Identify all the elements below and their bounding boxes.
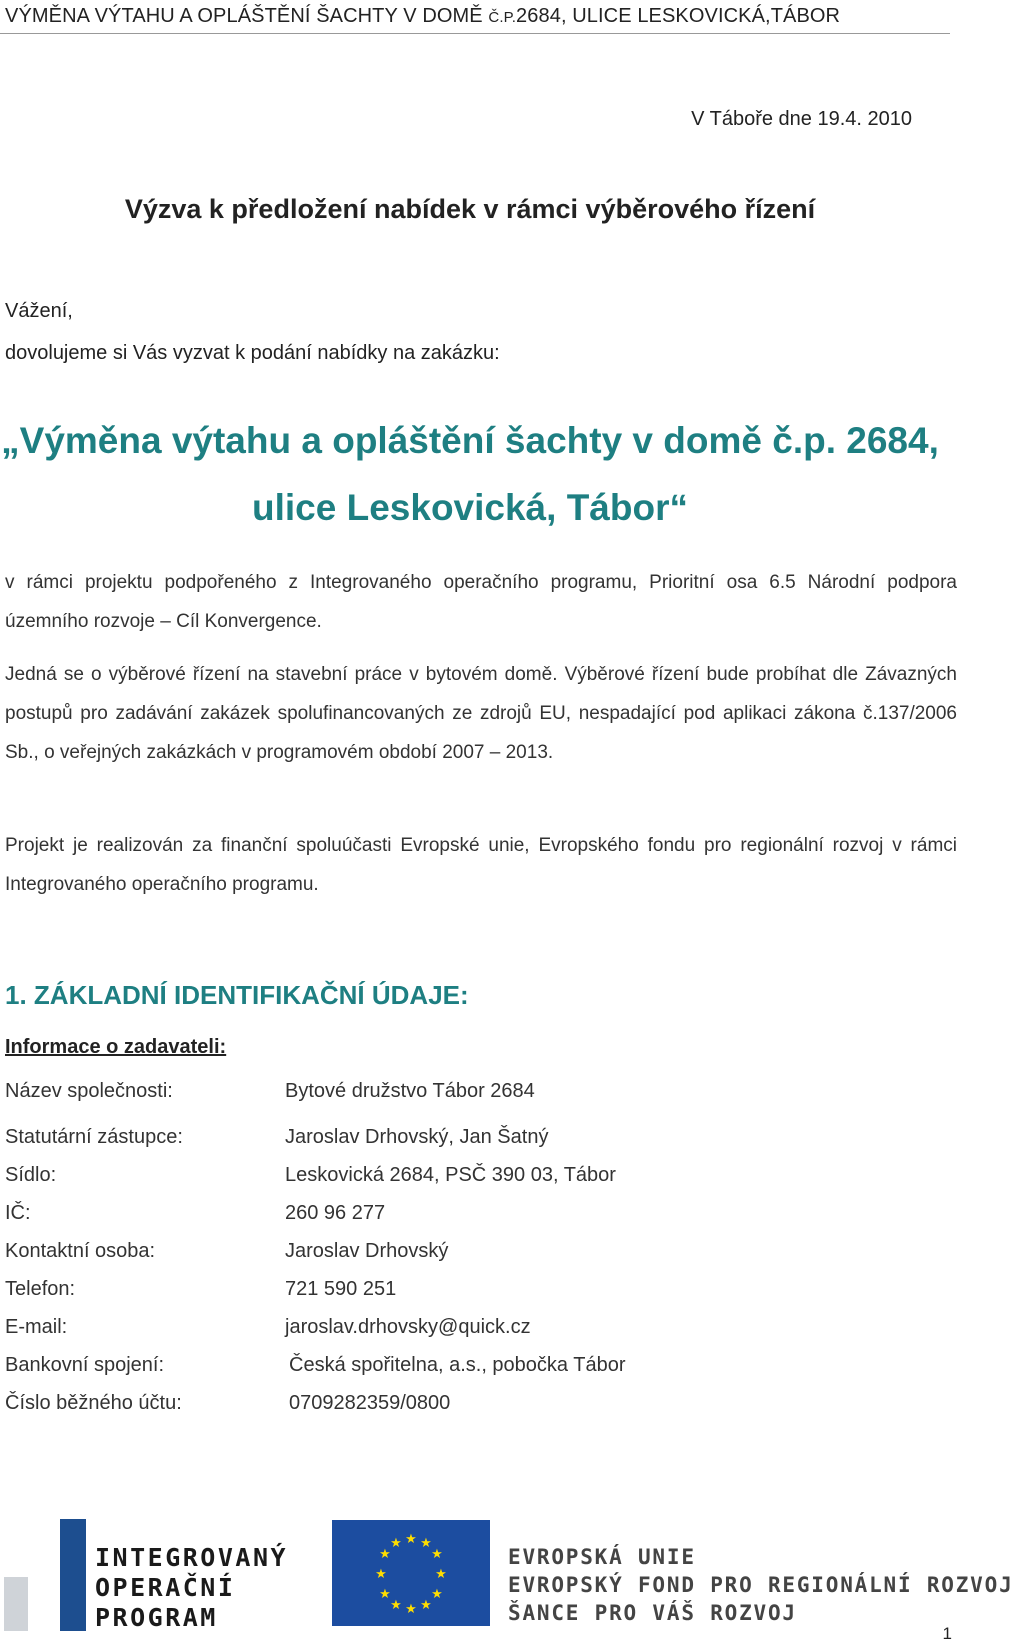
greeting: Vážení, [5, 300, 73, 322]
info-label: E-mail: [5, 1316, 68, 1338]
paragraph-program: v rámci projektu podpořeného z Integrovaného operačního programu, Prioritní osa 6.5 Národní podpora územního rozvoje – Cíl Konvergence. [5, 572, 957, 632]
iop-logo-bar-blue [60, 1519, 86, 1631]
header-text-cp: Č.P. [488, 9, 517, 26]
svg-text:★: ★ [431, 1547, 443, 1562]
intro-text: dovolujeme si Vás vyzvat k podání nabídky na zakázku: [5, 342, 500, 364]
info-label: Telefon: [5, 1278, 76, 1300]
info-label: Statutární zástupce: [5, 1126, 183, 1148]
document-title: Výzva k předložení nabídek v rámci výběrového řízení [124, 194, 816, 224]
subheading-contracting-authority: Informace o zadavateli: [5, 1036, 227, 1058]
section-title: 1. ZÁKLADNÍ IDENTIFIKAČNÍ ÚDAJE: [5, 980, 469, 1010]
svg-text:★: ★ [390, 1536, 402, 1551]
info-value: jaroslav.drhovsky@quick.cz [285, 1316, 531, 1338]
svg-text:★: ★ [379, 1587, 391, 1602]
info-label: IČ: [5, 1202, 31, 1224]
svg-text:★: ★ [375, 1567, 387, 1582]
info-label: Sídlo: [5, 1164, 57, 1186]
eu-logo-text-2: EVROPSKÝ FOND PRO REGIONÁLNÍ ROZVOJ [508, 1573, 1014, 1597]
page-number: 1 [942, 1624, 952, 1643]
svg-text:★: ★ [390, 1598, 402, 1613]
info-value: Jaroslav Drhovský [285, 1240, 449, 1262]
svg-text:★: ★ [431, 1587, 443, 1602]
iop-logo-text-2: OPERAČNÍ [95, 1573, 236, 1602]
eu-logo-text-1: EVROPSKÁ UNIE [508, 1545, 696, 1569]
paragraph-procedure: Jedná se o výběrové řízení na stavební práce v bytovém domě. Výběrové řízení bude probíhat dle Závazných postupů pro zadávání zakázek spolufinancovaných ze zdrojů EU, nespadající pod aplikaci zákona č.137/2006 Sb., o veřejných zakázkách v programovém období 2007 – 2013. [5, 664, 957, 763]
info-value: Jaroslav Drhovský, Jan Šatný [285, 1126, 549, 1148]
header-text-rest: 2684, ULICE LESKOVICKÁ,TÁBOR [516, 5, 841, 27]
eu-flag-icon [332, 1520, 490, 1626]
document-header [0, 0, 950, 34]
eu-stars-icon [332, 1520, 490, 1626]
iop-logo-bar-grey [4, 1577, 28, 1631]
paragraph-funding: Projekt je realizován za finanční spoluúčasti Evropské unie, Evropského fondu pro regionální rozvoj v rámci Integrovaného operačního programu. [5, 835, 957, 895]
info-value: 260 96 277 [285, 1202, 386, 1224]
svg-text:★: ★ [435, 1567, 447, 1582]
iop-logo [0, 1519, 290, 1631]
document-date: V Táboře dne 19.4. 2010 [691, 108, 912, 130]
info-label: Bankovní spojení: [5, 1354, 164, 1376]
info-label: Kontaktní osoba: [5, 1240, 156, 1262]
svg-text:★: ★ [379, 1547, 391, 1562]
eu-logo-text-3: ŠANCE PRO VÁŠ ROZVOJ [508, 1601, 797, 1625]
project-title-line2: ulice Leskovická, Tábor“ [252, 487, 688, 528]
info-value: 0709282359/0800 [289, 1392, 451, 1414]
iop-logo-text-3: PROGRAM [95, 1603, 218, 1632]
info-value: Česká spořitelna, a.s., pobočka Tábor [289, 1354, 626, 1376]
iop-logo-text-1: INTEGROVANÝ [95, 1543, 289, 1572]
header-text-main: VÝMĚNA VÝTAHU A OPLÁŠTĚNÍ ŠACHTY V DOMĚ [5, 5, 483, 27]
info-label: Číslo běžného účtu: [5, 1392, 182, 1414]
svg-text:★: ★ [405, 1532, 417, 1547]
info-value: 721 590 251 [285, 1278, 397, 1300]
project-title-line1: „Výměna výtahu a opláštění šachty v domě č.p. 2684, [1, 420, 939, 461]
info-label: Název společnosti: [5, 1080, 173, 1102]
info-value: Leskovická 2684, PSČ 390 03, Tábor [285, 1164, 616, 1186]
svg-text:★: ★ [420, 1536, 432, 1551]
svg-text:★: ★ [420, 1598, 432, 1613]
info-value: Bytové družstvo Tábor 2684 [285, 1080, 535, 1102]
svg-text:★: ★ [405, 1602, 417, 1617]
